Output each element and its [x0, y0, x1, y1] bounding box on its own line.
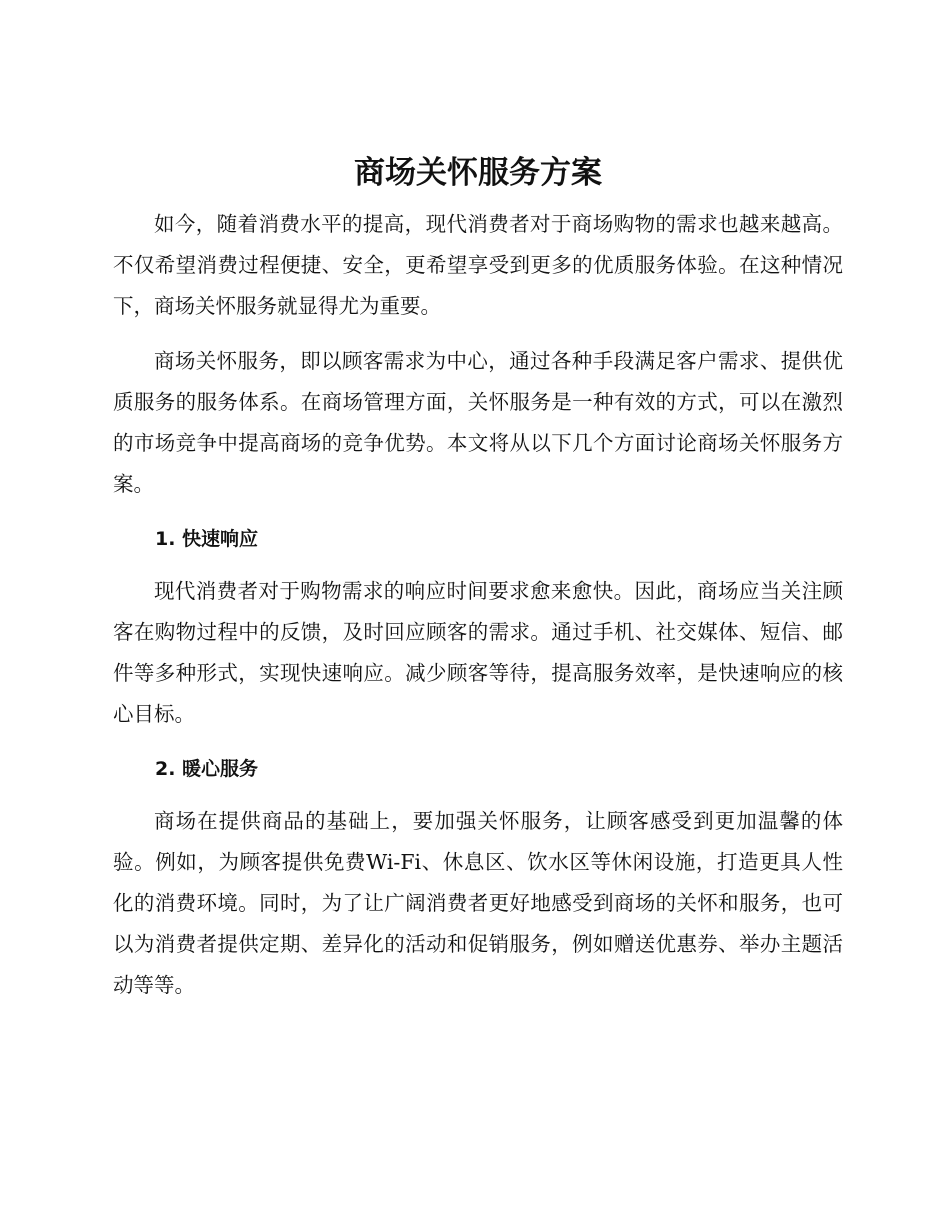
document-body — [113, 148, 843, 1020]
section-heading-quick-response: 1. 快速响应 — [155, 528, 259, 550]
section-heading-warm-service: 2. 暖心服务 — [155, 758, 259, 780]
section-paragraph-warm-service: 商场在提供商品的基础上，要加强关怀服务，让顾客感受到更加温馨的体验。例如，为顾客提供免费Wi-Fi、休息区、饮水区等休闲设施，打造更具人性化的消费环境。同时，为了让广阔消费者更好地感受到商场的关怀和服务，也可以为消费者提供定期、差异化的活动和促销服务，例如赠送优惠券、举办主题活动等等。 — [113, 809, 843, 997]
intro-paragraph-2: 商场关怀服务，即以顾客需求为中心，通过各种手段满足客户需求、提供优质服务的服务体系。在商场管理方面，关怀服务是一种有效的方式，可以在激烈的市场竞争中提高商场的竞争优势。本文将从以下几个方面讨论商场关怀服务方案。 — [113, 349, 843, 496]
section-paragraph-quick-response: 现代消费者对于购物需求的响应时间要求愈来愈快。因此，商场应当关注顾客在购物过程中的反馈，及时回应顾客的需求。通过手机、社交媒体、短信、邮件等多种形式，实现快速响应。减少顾客等待，提高服务效率，是快速响应的核心目标。 — [113, 579, 843, 726]
intro-paragraph-1: 如今，随着消费水平的提高，现代消费者对于商场购物的需求也越来越高。不仅希望消费过程便捷、安全，更希望享受到更多的优质服务体验。在这种情况下，商场关怀服务就显得尤为重要。 — [113, 212, 843, 318]
document-title: 商场关怀服务方案 — [354, 155, 602, 191]
